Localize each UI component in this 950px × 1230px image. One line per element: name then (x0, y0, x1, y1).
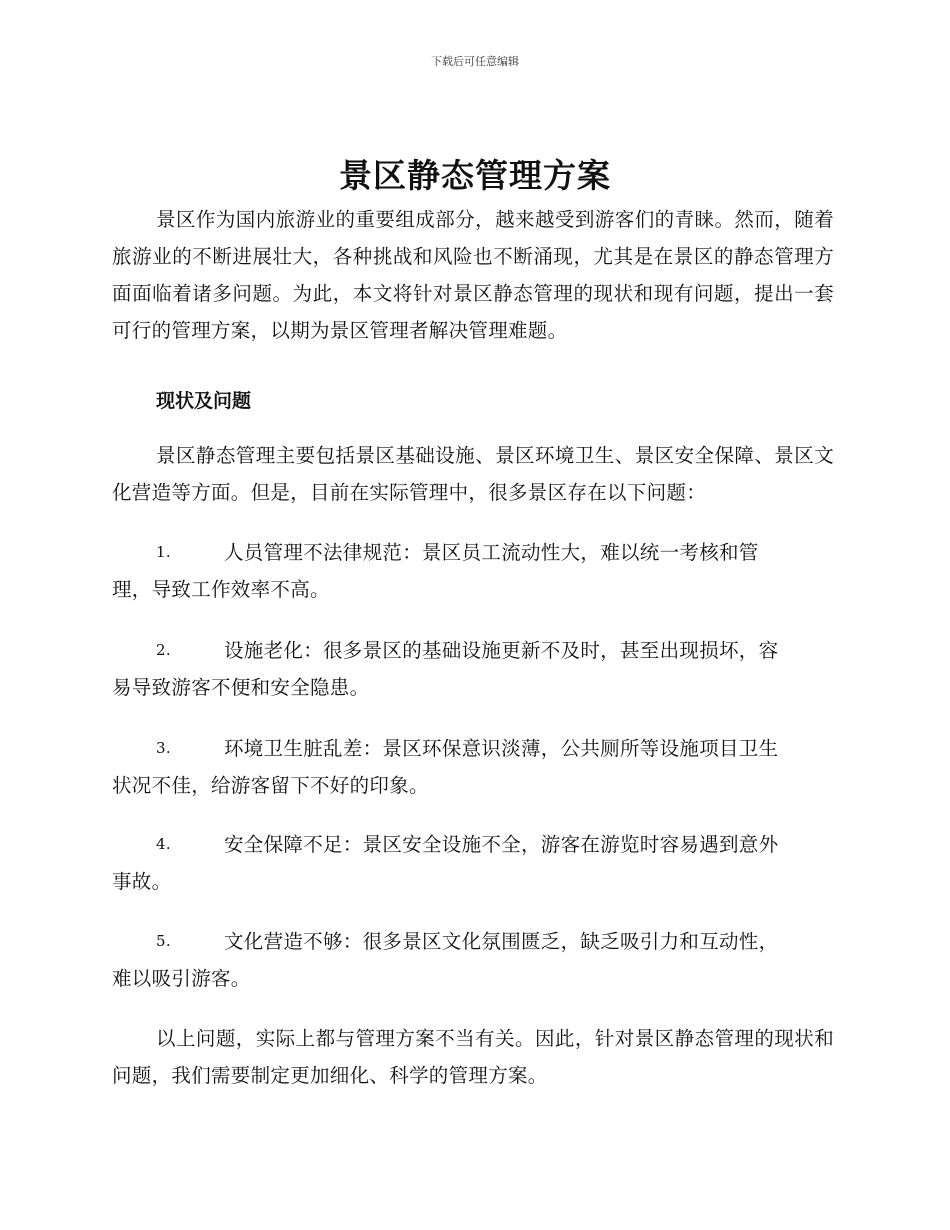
list-item-continuation: 理，导致工作效率不高。 (112, 578, 330, 601)
page-header-note: 下载后可任意编辑 (431, 55, 519, 68)
list-item-continuation: 易导致游客不便和安全隐患。 (112, 676, 370, 699)
intro-paragraph: 景区作为国内旅游业的重要组成部分，越来越受到游客们的青睐。然而，随着旅游业的不断进展壮大，各种挑战和风险也不断涌现，尤其是在景区的静态管理方面面临着诸多问题。为此，本文将针对景区静态管理的现状和现有问题，提出一套可行的管理方案，以期为景区管理者解决管理难题。 (112, 208, 834, 342)
list-item (112, 534, 834, 608)
conclusion-paragraph: 以上问题，实际上都与管理方案不当有关。因此，针对景区静态管理的现状和问题，我们需要制定更加细化、科学的管理方案。 (112, 1027, 834, 1087)
list-item-number: 5. (156, 932, 171, 950)
list-item-number: 2. (156, 641, 171, 659)
list-item (112, 632, 834, 706)
list-item-number: 3. (156, 739, 171, 757)
list-item-continuation: 事故。 (112, 870, 172, 893)
list-item (112, 730, 834, 804)
section-intro-paragraph: 景区静态管理主要包括景区基础设施、景区环境卫生、景区安全保障、景区文化营造等方面。但是，目前在实际管理中，很多景区存在以下问题： (112, 444, 834, 504)
list-item-continuation: 状况不佳，给游客留下不好的印象。 (112, 774, 429, 797)
list-item (112, 826, 834, 900)
list-item-text: 安全保障不足：景区安全设施不全，游客在游览时容易遇到意外 (224, 833, 779, 856)
section-heading: 现状及问题 (156, 390, 252, 412)
list-item (112, 923, 834, 997)
list-item-text: 环境卫生脏乱差：景区环保意识淡薄，公共厕所等设施项目卫生 (224, 737, 779, 760)
list-item-number: 4. (156, 835, 171, 853)
list-item-text: 设施老化：很多景区的基础设施更新不及时，甚至出现损坏，容 (224, 639, 779, 662)
list-item-number: 1. (156, 543, 171, 561)
list-item-continuation: 难以吸引游客。 (112, 967, 251, 990)
document-title: 景区静态管理方案 (339, 156, 611, 195)
list-item-text: 文化营造不够：很多景区文化氛围匮乏，缺乏吸引力和互动性， (224, 930, 779, 953)
list-item-text: 人员管理不法律规范：景区员工流动性大，难以统一考核和管 (224, 541, 759, 564)
